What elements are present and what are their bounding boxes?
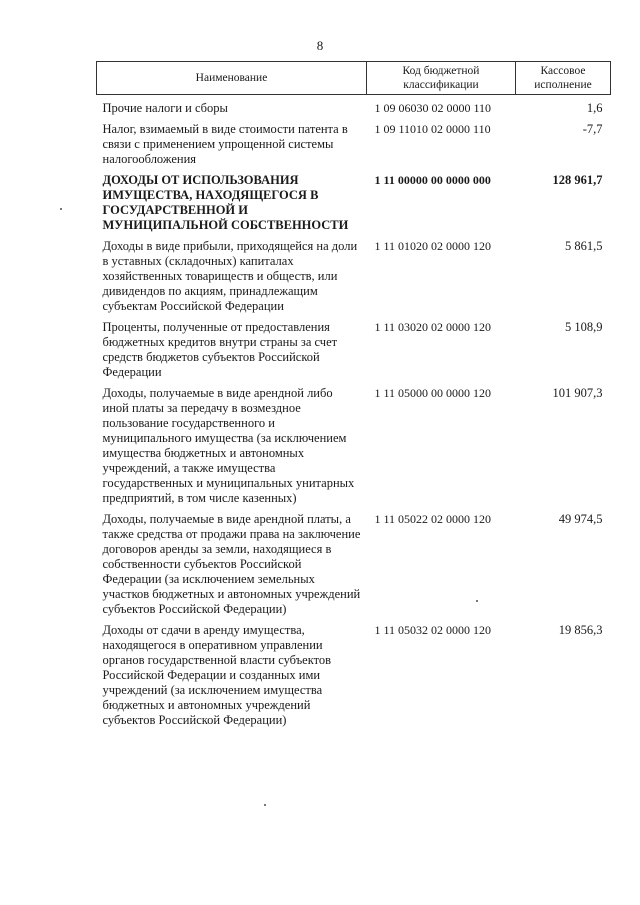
table-row [97, 386, 611, 512]
table-row [97, 512, 611, 623]
table-row [97, 239, 611, 320]
row-amount-cell: 19 856,3 [558, 623, 603, 637]
scan-mark [264, 804, 266, 806]
table-row [97, 623, 611, 734]
row-code-cell: 1 11 01020 02 0000 120 [374, 239, 492, 253]
row-amount-cell: 101 907,3 [552, 386, 603, 400]
row-code-cell: 1 09 06030 02 0000 110 [374, 101, 492, 115]
row-name-cell: Налог, взимаемый в виде стоимости патента в связи с применением упрощенной системы налогообложения [102, 122, 348, 166]
row-code-cell: 1 11 00000 00 0000 000 [374, 173, 491, 187]
table-header-row [97, 62, 611, 95]
row-code-cell: 1 11 05022 02 0000 120 [374, 512, 492, 526]
row-amount-cell: -7,7 [582, 122, 603, 136]
page-number: 8 [316, 38, 324, 53]
row-name-cell: Доходы от сдачи в аренду имущества, находящегося в оперативном управлении органов государственной власти субъектов Российской Федерации и созданных ими учреждений (за исключением имущества бюджетных и автономных учреждений субъектов Российской Федерации) [102, 623, 332, 727]
budget-table [96, 61, 611, 734]
row-amount-cell: 49 974,5 [558, 512, 603, 526]
scan-mark [476, 600, 478, 602]
row-name-cell: Проценты, полученные от предоставления бюджетных кредитов внутри страны за счет средств бюджетов субъектов Российской Федерации [102, 320, 338, 379]
row-amount-cell: 128 961,7 [552, 173, 603, 187]
header-name: Наименование [97, 62, 367, 95]
header-amount: Кассовое исполнение [516, 62, 611, 95]
row-code-cell: 1 11 05000 00 0000 120 [374, 386, 492, 400]
table-row [97, 173, 611, 239]
table-row [97, 320, 611, 386]
row-name-cell: Доходы, получаемые в виде арендной платы, а также средства от продажи права на заключение договоров аренды за земли, находящиеся в собственности субъектов Российской Федерации (за исключением земельных участков бюджетных и автономных учреждений субъектов Российской Федерации) [102, 512, 361, 616]
row-code-cell: 1 11 05032 02 0000 120 [374, 623, 492, 637]
row-amount-cell: 5 108,9 [565, 320, 603, 334]
header-code: Код бюджетной классификации [367, 62, 516, 95]
table-row [97, 122, 611, 173]
table-row [97, 95, 611, 123]
row-code-cell: 1 09 11010 02 0000 110 [374, 122, 491, 136]
row-amount-cell: 1,6 [586, 101, 603, 115]
row-name-cell: Прочие налоги и сборы [102, 101, 228, 115]
row-amount-cell: 5 861,5 [565, 239, 603, 253]
scan-mark [60, 208, 62, 210]
row-name-cell: ДОХОДЫ ОТ ИСПОЛЬЗОВАНИЯ ИМУЩЕСТВА, НАХОДЯЩЕГОСЯ В ГОСУДАРСТВЕННОЙ И МУНИЦИПАЛЬНОЙ СОБСТВЕННОСТИ [102, 173, 349, 232]
row-name-cell: Доходы, получаемые в виде арендной либо иной платы за передачу в возмездное пользование государственного и муниципального имущества (за исключением имущества бюджетных и автономных учреждений, а также имущества государственных и муниципальных унитарных предприятий, в том числе казенных) [102, 386, 355, 505]
row-name-cell: Доходы в виде прибыли, приходящейся на доли в уставных (складочных) капиталах хозяйственных товариществ и обществ, или дивидендов по акциям, принадлежащим субъектам Российской Федерации [102, 239, 358, 313]
row-code-cell: 1 11 03020 02 0000 120 [374, 320, 492, 334]
